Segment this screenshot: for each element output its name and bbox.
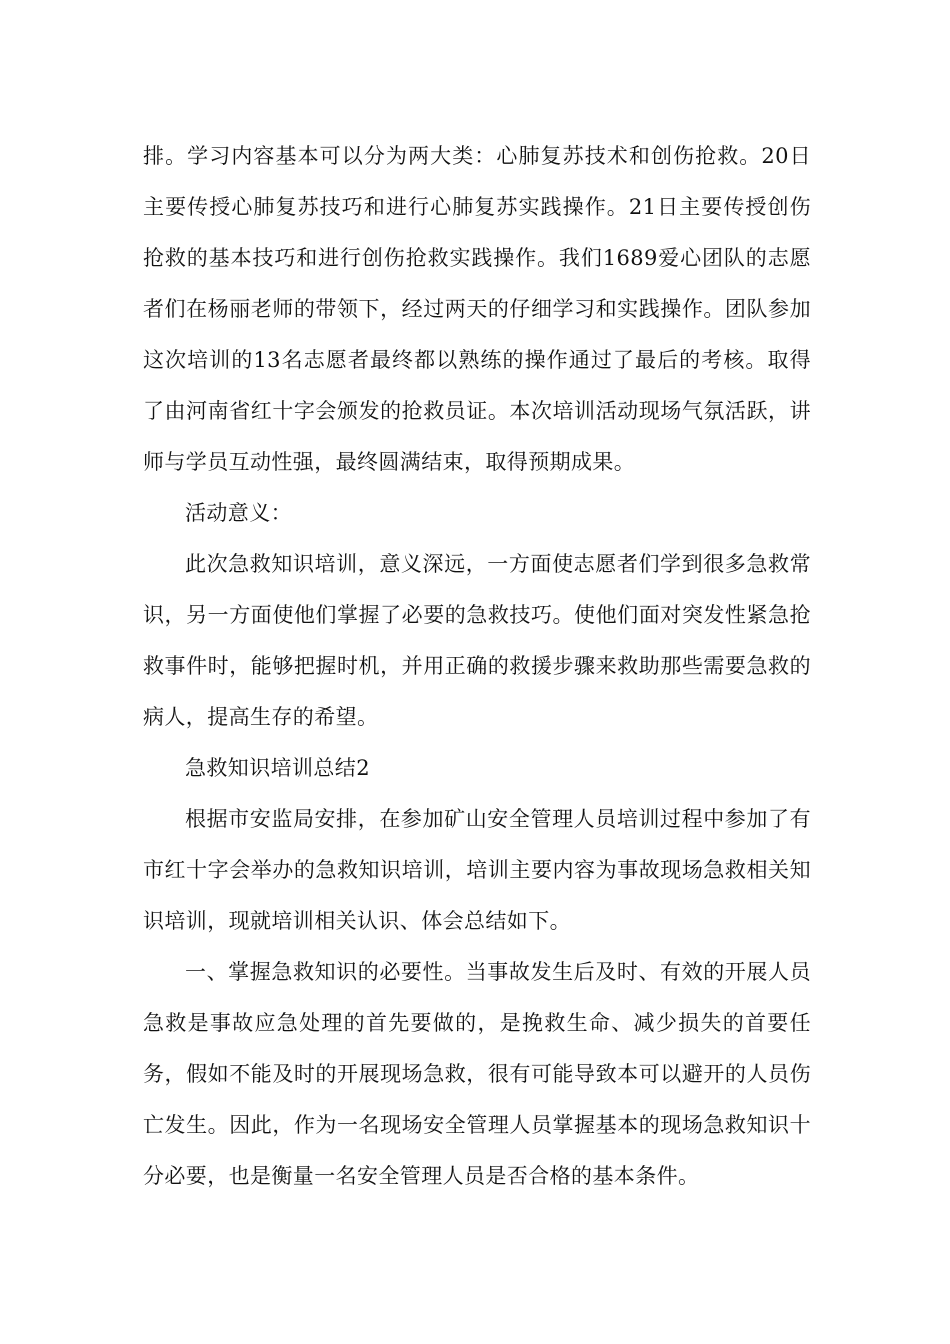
- paragraph-training-details: 排。学习内容基本可以分为两大类：心肺复苏技术和创伤抢救。20日主要传授心肺复苏技巧和进行心肺复苏实践操作。21日主要传授创伤抢救的基本技巧和进行创伤抢救实践操作。我们1689爱心团队的志愿者们在杨丽老师的带领下，经过两天的仔细学习和实践操作。团队参加这次培训的13名志愿者最终都以熟练的操作通过了最后的考核。取得了由河南省红十字会颁发的抢救员证。本次培训活动现场气氛活跃，讲师与学员互动性强，最终圆满结束，取得预期成果。: [143, 144, 811, 474]
- paragraph-necessity: 一、掌握急救知识的必要性。当事故发生后及时、有效的开展人员急救是事故应急处理的首先要做的，是挽救生命、减少损失的首要任务，假如不能及时的开展现场急救，很有可能导致本可以避开的人员伤亡发生。因此，作为一名现场安全管理人员掌握基本的现场急救知识十分必要，也是衡量一名安全管理人员是否合格的基本条件。: [143, 960, 811, 1188]
- heading-activity-significance: 活动意义：: [185, 501, 292, 525]
- paragraph-summary-intro: 根据市安监局安排，在参加矿山安全管理人员培训过程中参加了有市红十字会举办的急救知识培训，培训主要内容为事故现场急救相关知识培训，现就培训相关认识、体会总结如下。: [143, 807, 811, 933]
- heading-summary-2: 急救知识培训总结2: [185, 756, 370, 780]
- paragraph-significance: 此次急救知识培训，意义深远，一方面使志愿者们学到很多急救常识，另一方面使他们掌握了必要的急救技巧。使他们面对突发性紧急抢救事件时，能够把握时机，并用正确的救援步骤来救助那些需要急救的病人，提高生存的希望。: [143, 552, 811, 729]
- document-body: [143, 131, 811, 1202]
